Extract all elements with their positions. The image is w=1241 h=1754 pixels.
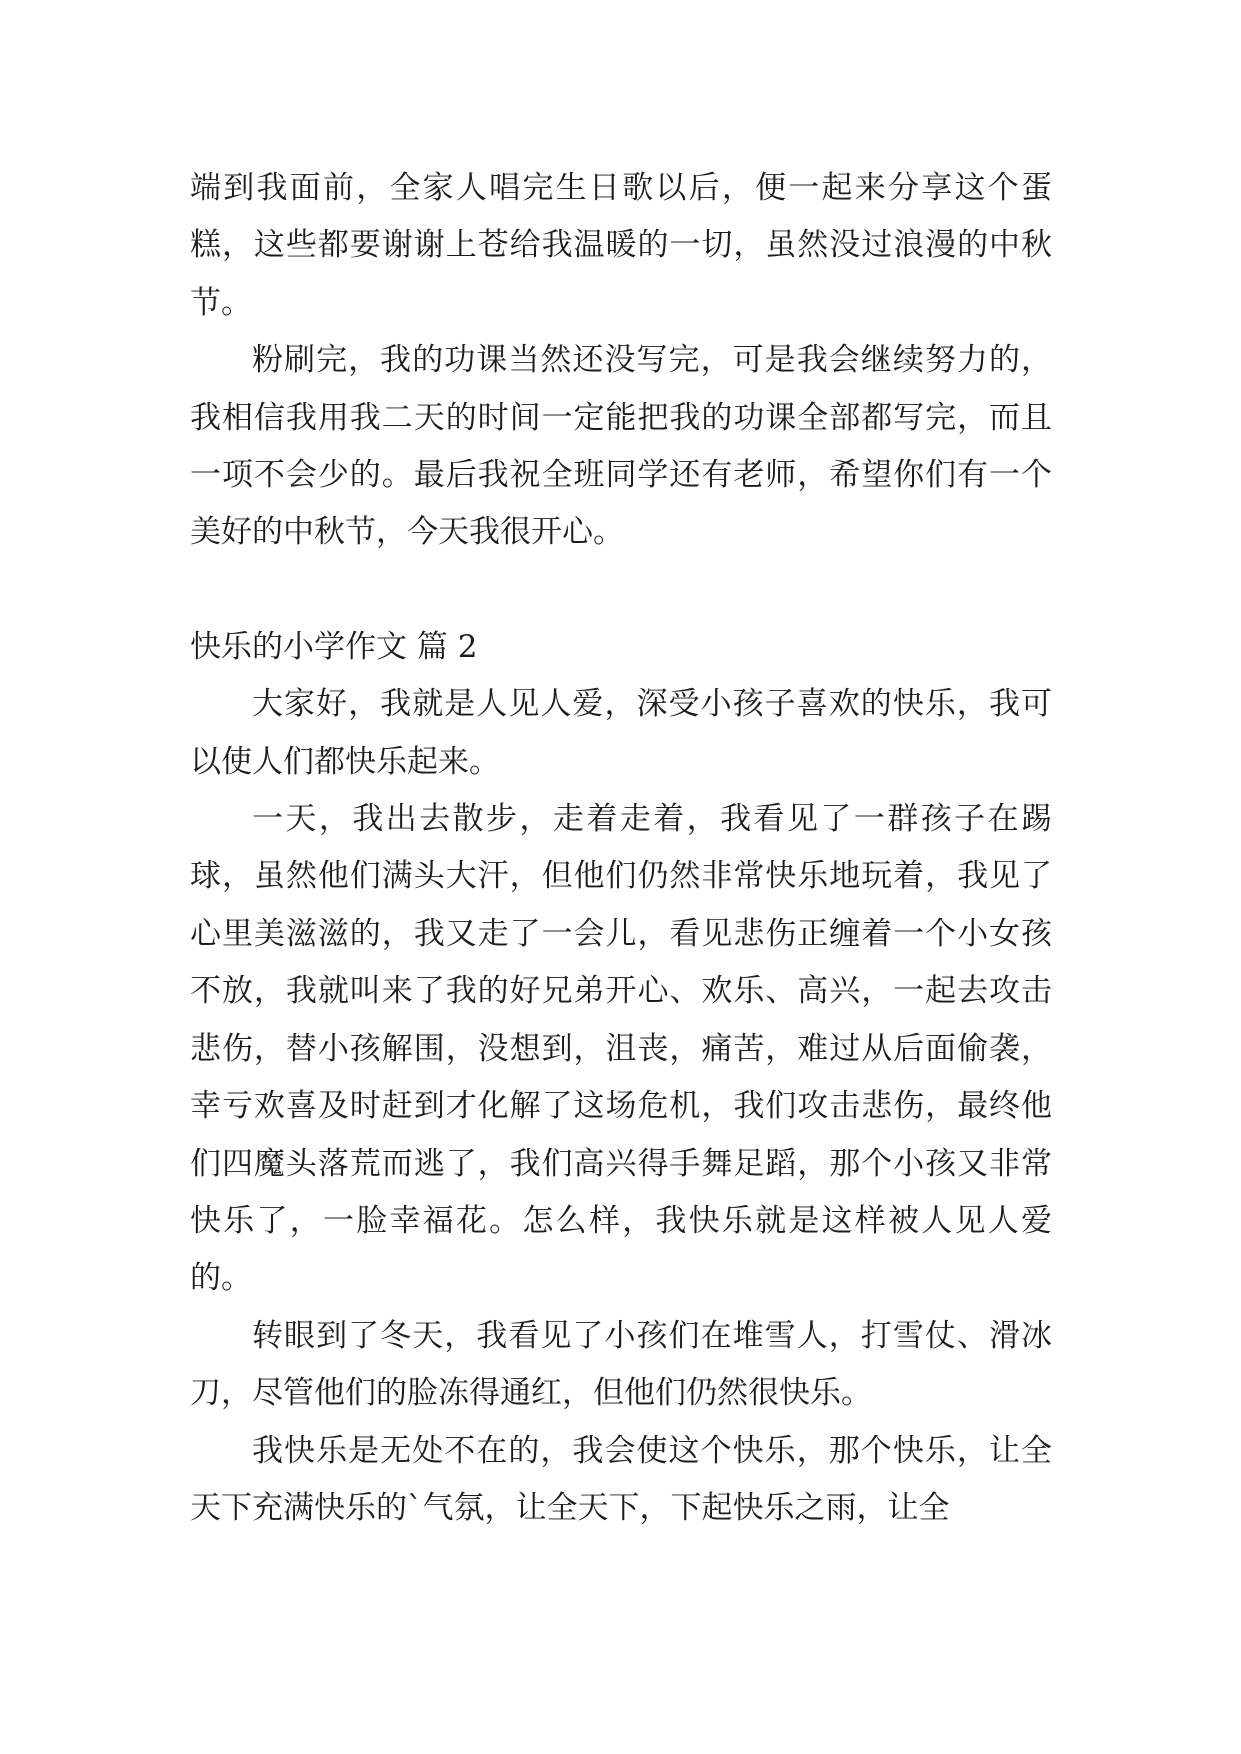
paragraph-intro: 大家好，我就是人见人爱，深受小孩子喜欢的快乐，我可以使人们都快乐起来。: [190, 686, 1052, 780]
paragraph-winter: 转眼到了冬天，我看见了小孩们在堆雪人，打雪仗、滑冰刀，尽管他们的脸冻得通红，但他们仍然很快乐。: [190, 1317, 1052, 1412]
section-heading: 快乐的小学作文 篇 2: [190, 628, 478, 665]
paragraph-walk-story: 一天，我出去散步，走着走着，我看见了一群孩子在踢球，虽然他们满头大汗，但他们仍然非常快乐地玩着，我见了心里美滋滋的，我又走了一会儿，看见悲伤正缠着一个小女孩不放，我就叫来了我的好兄弟开心、欢乐、高兴，一起去攻击悲伤，替小孩解围，没想到，沮丧，痛苦，难过从后面偷袭，幸亏欢喜及时赶到才化解了这场危机，我们攻击悲伤，最终他们四魔头落荒而逃了，我们高兴得手舞足蹈，那个小孩又非常快乐了，一脸幸福花。怎么样，我快乐就是这样被人见人爱的。: [190, 801, 1052, 1297]
document-body: [190, 160, 1052, 1537]
paragraph-cake-ending: 端到我面前，全家人唱完生日歌以后，便一起来分享这个蛋糕，这些都要谢谢上苍给我温暖的一切，虽然没过浪漫的中秋节。: [190, 170, 1052, 321]
paragraph-everywhere: 我快乐是无处不在的，我会使这个快乐，那个快乐，让全天下充满快乐的`气氛，让全天下，下起快乐之雨，让全: [190, 1432, 1052, 1526]
paragraph-homework: 粉刷完，我的功课当然还没写完，可是我会继续努力的，我相信我用我二天的时间一定能把我的功课全部都写完，而且一项不会少的。最后我祝全班同学还有老师，希望你们有一个美好的中秋节，今天我很开心。: [190, 342, 1052, 551]
section-spacer: [190, 562, 1052, 619]
